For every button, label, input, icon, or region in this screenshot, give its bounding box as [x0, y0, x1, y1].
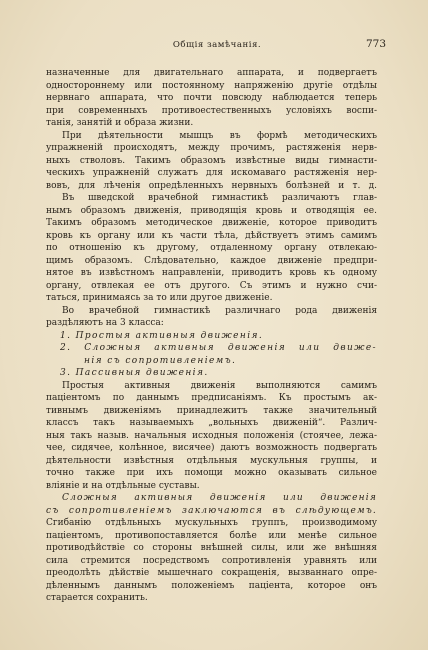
paragraph-first-line: Сложныя активныя движенія или движенія [62, 493, 377, 503]
text-line: сила стремится посредствомъ сопротивленія уравнять или [46, 555, 377, 566]
text-line: преодолѣть дѣйствіе мышечнаго сокращенія, вызваннаго опре- [46, 568, 377, 578]
text-line: паціентомъ, противопоставляется болѣе или менѣе сильное [46, 530, 377, 541]
text-line: ныя такъ назыв. начальныя исходныя положенія (стоячее, лежа- [46, 430, 377, 441]
page-body [46, 67, 377, 605]
running-head [48, 38, 386, 54]
text-line: точно также при ихъ помощи можно оказывать сильное [46, 468, 377, 478]
text-line: паціентомъ по даннымъ предписаніямъ. Къ простымъ ак- [46, 393, 377, 403]
list-item: 1. Простыя активныя движенія. [60, 330, 264, 341]
text-line: дѣятельности извѣстныя отдѣльныя мускульныя группы, и [46, 455, 377, 466]
text-line: чее, сидячее, колѣнное, висячее) даютъ возможность подвергать [46, 443, 377, 453]
text-line: нятое въ извѣстномъ направленіи, приводитъ кровь къ одному [46, 268, 377, 278]
paragraph-first-line: При дѣятельности мышцъ въ формѣ методическихъ [62, 130, 377, 141]
list-item-continuation: нія съ сопротивленіемъ. [84, 355, 237, 366]
text-line: по отношенію къ другому, отдаленному органу отвлекаю- [46, 243, 377, 253]
text-line: вовъ, для лѣченія опредѣленныхъ нервныхъ болѣзней и т. д. [46, 180, 377, 191]
text-line: вліяніе и на отдѣльные суставы. [46, 480, 200, 491]
page-number: 773 [365, 38, 386, 50]
list-item: 3. Пассивныя движенія. [60, 368, 209, 378]
text-line: таться, принимаясь за то или другое движеніе. [46, 293, 273, 303]
paragraph-first-line: Простыя активныя движенія выполняются самимъ [62, 380, 377, 391]
text-line: классъ такъ называемыхъ „вольныхъ движеній“. Различ- [46, 418, 377, 428]
text-line: Такимъ образомъ методическое движеніе, которое приводитъ [46, 218, 377, 228]
text-line: одностороннему или постоянному напряженію другіе отдѣлы [46, 80, 377, 91]
text-line: старается сохранить. [46, 593, 148, 603]
text-line: назначенные для двигательнаго аппарата, и подвергаетъ [46, 68, 377, 78]
text-line: органу, отвлекая ее отъ другого. Съ этимъ и нужно счи- [46, 280, 377, 291]
text-line: нымъ образомъ движенія, приводящія кровь и отводящія ее. [46, 205, 377, 216]
text-line: съ сопротивленіемъ заключаются въ слѣдующемъ. [46, 505, 377, 516]
text-line: нервнаго аппарата, что почти повсюду наблюдается теперь [46, 93, 377, 103]
paragraph-first-line: Во врачебной гимнастикѣ различнаго рода движенія [62, 305, 377, 316]
text-line: при современныхъ противоестественныхъ условіяхъ воспи- [46, 105, 377, 116]
text-line: ческихъ упражненій служатъ для искомаваго растяженія нер- [46, 168, 377, 178]
running-head-title: Общія замѣчанія. [172, 40, 262, 50]
text-line: танія, занятій и образа жизни. [46, 118, 194, 128]
text-line: Сгибанію отдѣльныхъ мускульныхъ группъ, производимому [46, 518, 377, 528]
text-line: раздѣляютъ на 3 класса: [46, 318, 164, 328]
text-line: противодѣйствіе со стороны внѣшней силы, или же внѣшняя [46, 543, 377, 553]
list-item: 2. Сложныя активныя движенія или движе- [60, 343, 377, 353]
paragraph-first-line: Въ шведской врачебной гимнастикѣ различаютъ глав- [62, 193, 377, 203]
text-line: щимъ образомъ. Слѣдовательно, каждое движеніе предпри- [46, 255, 377, 266]
text-line: кровь къ органу или къ части тѣла, дѣйствуетъ этимъ самимъ [46, 230, 377, 241]
text-line: ныхъ стволовъ. Такимъ образомъ извѣстные виды гимнасти- [46, 155, 377, 166]
text-line: упражненій происходятъ, между прочимъ, растяженія нерв- [46, 143, 377, 153]
text-line: тивнымъ движеніямъ принадлежитъ также значительный [46, 405, 377, 416]
text-line: дѣленнымъ даннымъ положеніемъ паціента, которое онъ [46, 580, 377, 591]
